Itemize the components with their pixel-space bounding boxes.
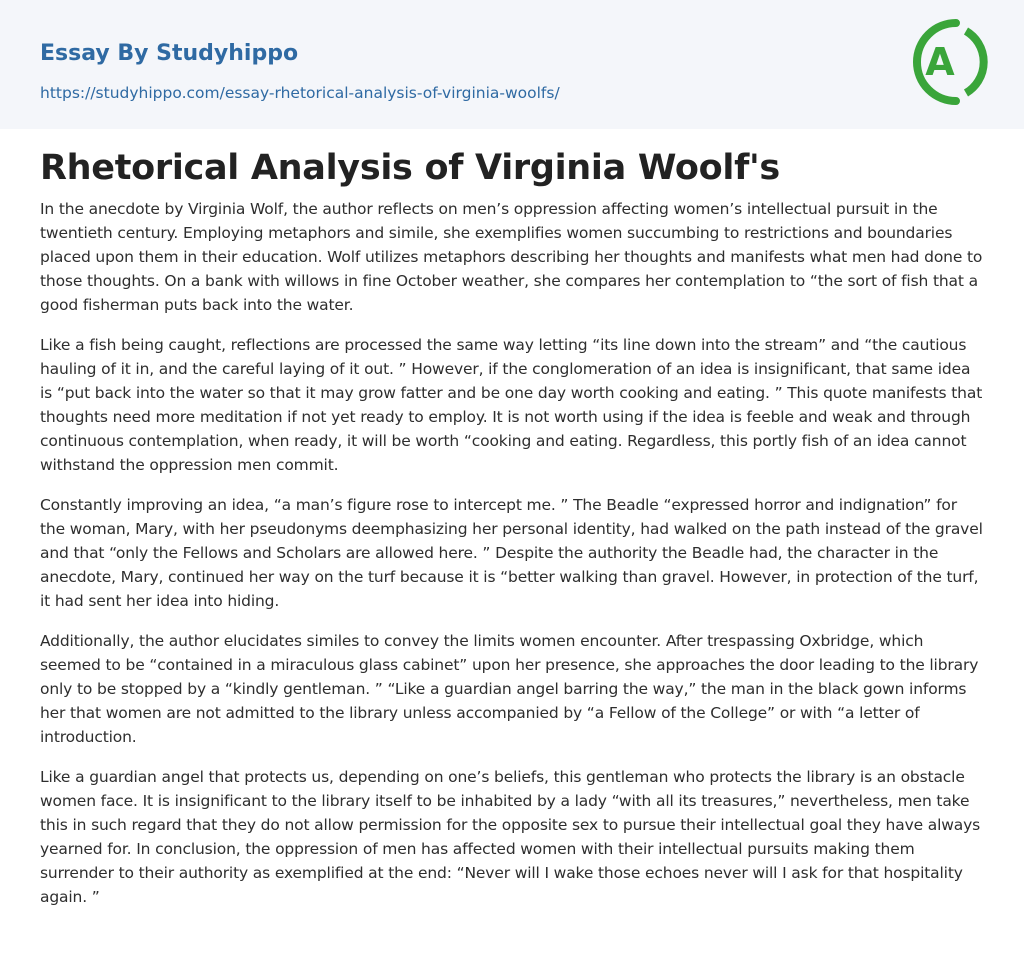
article-paragraph-2: Like a fish being caught, reflections are processed the same way letting “its line down into the stream” and “the cautious hauling of it in, and the careful laying of it out. ” However, if the conglomeration of an idea is insignificant, that same idea is “put back into the water so that it may grow fatter and be one day worth cooking and eating. ” This quote manifests that thoughts need more meditation if not yet ready to employ. It is not worth using if the idea is feeble and weak and through continuous contemplation, when ready, it will be worth “cooking and eating. Regardless, this portly fish of an idea cannot withstand the oppression men commit. <box>40 336 983 474</box>
article-paragraph-1: In the anecdote by Virginia Wolf, the author reflects on men’s oppression affecting women’s intellectual pursuit in the twentieth century. Employing metaphors and simile, she exemplifies women succumbing to restrictions and boundaries placed upon them in their education. Wolf utilizes metaphors describing her thoughts and manifests what men had done to those thoughts. On a bank with willows in fine October weather, she compares her contemplation to “the sort of fish that a good fisherman puts back into the water. <box>40 200 983 314</box>
article-paragraph-4: Additionally, the author elucidates similes to convey the limits women encounter. After trespassing Oxbridge, which seemed to be “contained in a miraculous glass cabinet” upon her presence, she approaches the door leading to the library only to be stopped by a “kindly gentleman. ” “Like a guardian angel barring the way,” the man in the black gown informs her that women are not admitted to the library unless accompanied by “a Fellow of the College” or with “a letter of introduction. <box>40 632 979 746</box>
article-paragraph-5: Like a guardian angel that protects us, depending on one’s beliefs, this gentleman who protects the library is an obstacle women face. It is insignificant to the library itself to be inhabited by a lady “with all its treasures,” nevertheless, men take this in such regard that they do not allow permission for the opposite sex to pursue their intellectual goal they have always yearned for. In conclusion, the oppression of men has affected women with their intellectual pursuits making them surrender to their authority as exemplified at the end: “Never will I wake those echoes never will I ask for that hospitality again. ” <box>40 768 981 906</box>
article <box>40 145 986 925</box>
studyhippo-logo-icon[interactable] <box>910 18 988 106</box>
source-url-link[interactable]: https://studyhippo.com/essay-rhetorical-analysis-of-virginia-woolfs/ <box>40 84 560 102</box>
site-header <box>0 0 1024 129</box>
article-paragraph-3: Constantly improving an idea, “a man’s figure rose to intercept me. ” The Beadle “expressed horror and indignation” for the woman, Mary, with her pseudonyms deemphasizing her personal identity, had walked on the path instead of the gravel and that “only the Fellows and Scholars are allowed here. ” Despite the authority the Beadle had, the character in the anecdote, Mary, continued her way on the turf because it is “better walking than gravel. However, in protection of the turf, it had sent her idea into hiding. <box>40 496 983 610</box>
logo-letter: A <box>925 40 955 84</box>
site-brand[interactable]: Essay By Studyhippo <box>40 41 299 66</box>
article-title: Rhetorical Analysis of Virginia Woolf's <box>40 148 780 188</box>
